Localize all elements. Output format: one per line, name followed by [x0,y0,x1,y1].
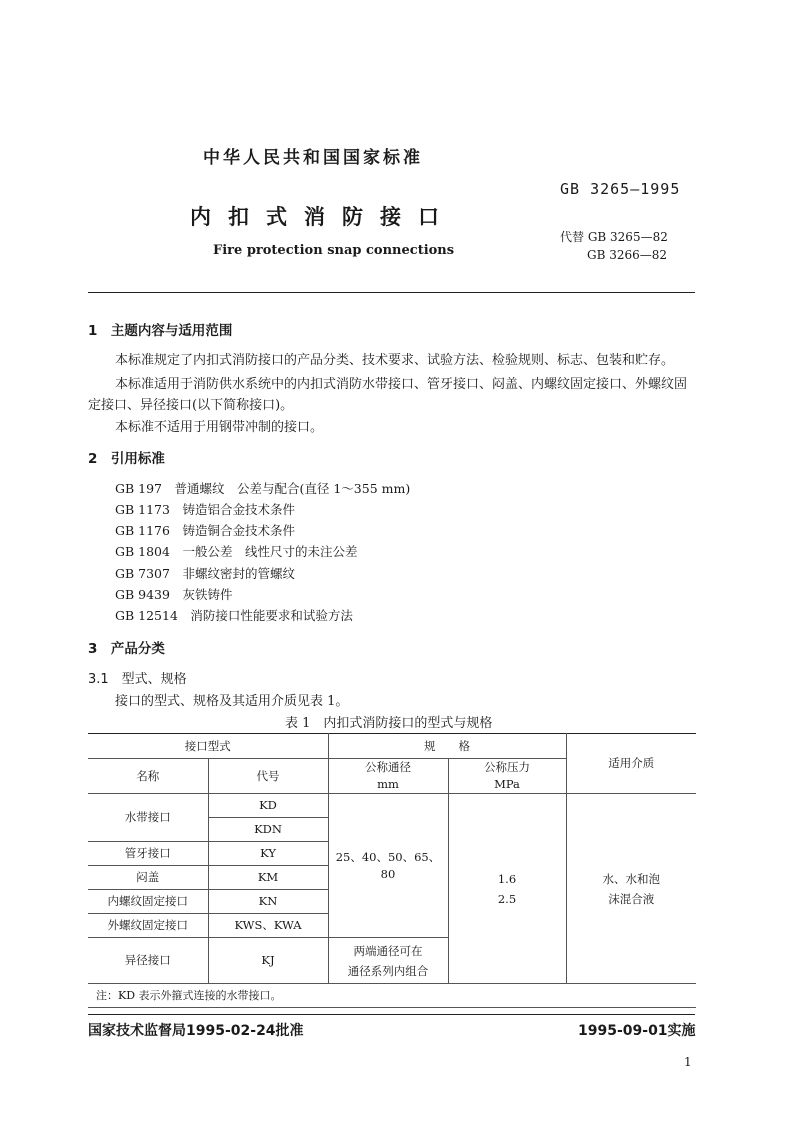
section-3-1-paragraph: 接口的型式、规格及其适用介质见表 1。 [115,694,349,709]
replaces-line-2: GB 3266—82 [587,248,668,262]
section-1-heading: 1 主题内容与适用范围 [88,323,233,339]
section-1-paragraph-1: 本标准规定了内扣式消防接口的产品分类、技术要求、试验方法、检验规则、标志、包装和贮存。 [115,353,675,368]
header-medium: 适用介质 [566,734,696,794]
reference-item: GB 1176 铸造铜合金技术条件 [115,523,295,538]
document-title: 内扣式消防接口 [190,205,456,229]
row-reducer-code: KJ [208,938,328,984]
reference-item: GB 1173 铸造铝合金技术条件 [115,502,295,517]
reducer-diameter-line-1: 两端通径可在 [353,943,423,958]
row-blank-cap-name: 闷盖 [88,866,208,890]
header-nominal-pressure [448,759,566,794]
section-3-1-heading: 3.1 型式、规格 [88,672,187,687]
header-nominal-diameter [328,759,448,794]
implementation-date: 1995-09-01实施 [578,1023,696,1039]
english-title: Fire protection snap connections [213,243,455,258]
row-external-thread-name: 外螺纹固定接口 [88,914,208,938]
header-specification: 规 格 [328,734,566,759]
section-1-paragraph-2-line-2: 定接口、异径接口(以下简称接口)。 [88,398,294,413]
reference-item: GB 1804 一般公差 线性尺寸的未注公差 [115,544,358,559]
standard-code: GB 3265—1995 [560,180,681,198]
reference-item: GB 9439 灰铁铸件 [115,587,233,602]
header-divider [88,292,695,293]
diameter-values: 25、40、50、65、80 [328,794,448,938]
row-hose-connection-name: 水带接口 [88,794,208,842]
section-1-paragraph-2-line-1: 本标准适用于消防供水系统中的内扣式消防水带接口、管牙接口、闷盖、内螺纹固定接口、外螺纹固 [115,377,688,392]
header-interface-type: 接口型式 [88,734,328,759]
row-hose-connection-code-kd: KD [208,794,328,818]
row-reducer-name: 异径接口 [88,938,208,984]
table-1 [88,733,696,1008]
pressure-values [448,794,566,984]
approval-statement: 国家技术监督局1995-02-24批准 [88,1023,304,1039]
table-1-caption: 表 1 内扣式消防接口的型式与规格 [285,716,493,731]
row-external-thread-code: KWS、KWA [208,914,328,938]
page-number: 1 [684,1055,692,1069]
nominal-diameter-unit: mm [377,777,399,791]
nominal-pressure-unit: MPa [494,777,520,791]
pressure-value-2: 2.5 [497,891,517,906]
national-standard-title: 中华人民共和国国家标准 [203,148,423,168]
row-internal-thread-code: KN [208,890,328,914]
row-hose-connection-code-kdn: KDN [208,818,328,842]
medium-values [566,794,696,984]
reference-item: GB 12514 消防接口性能要求和试验方法 [115,608,353,623]
pressure-value-1: 1.6 [497,871,517,886]
header-name: 名称 [88,759,208,794]
medium-line-1: 水、水和泡 [602,871,660,886]
replaces-line-1: 代替 GB 3265—82 [560,230,668,244]
row-internal-thread-name: 内螺纹固定接口 [88,890,208,914]
reference-item: GB 197 普通螺纹 公差与配合(直径 1～355 mm) [115,481,411,496]
row-pipe-thread-name: 管牙接口 [88,842,208,866]
section-2-heading: 2 引用标准 [88,451,165,467]
reducer-diameter [328,938,448,984]
row-blank-cap-code: KM [208,866,328,890]
nominal-diameter-label: 公称通径 [365,760,411,774]
reference-item: GB 7307 非螺纹密封的管螺纹 [115,566,295,581]
footer-divider [88,1014,695,1015]
reducer-diameter-line-2: 通径系列内组合 [347,963,429,978]
row-pipe-thread-code: KY [208,842,328,866]
medium-line-2: 沫混合液 [608,891,655,906]
section-3-heading: 3 产品分类 [88,641,165,657]
header-code: 代号 [208,759,328,794]
nominal-pressure-label: 公称压力 [484,760,530,774]
section-1-paragraph-3: 本标准不适用于用钢带冲制的接口。 [115,420,324,435]
table-note: 注：KD 表示外箍式连接的水带接口。 [88,984,696,1008]
